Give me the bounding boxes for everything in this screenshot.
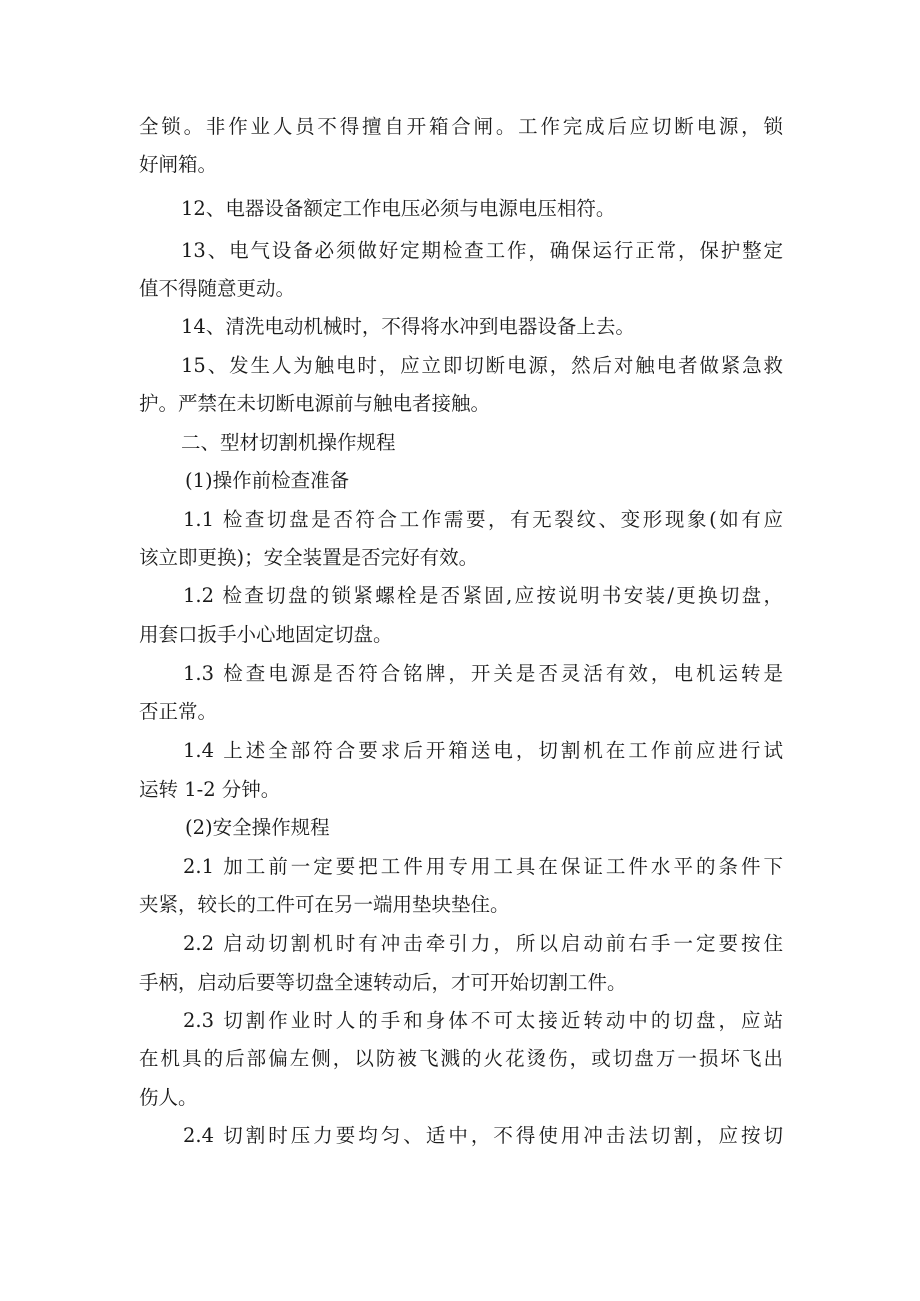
- text-line-23: 手柄，启动后要等切盘全速转动后，才可开始切割工件。: [139, 971, 627, 994]
- text-line-7: 15、发生人为触电时，应立即切断电源，然后对触电者做紧急救: [181, 354, 783, 377]
- text-line-24: 2.3 切割作业时人的手和身体不可太接近转动中的切盘，应站: [183, 1009, 783, 1032]
- subsection-heading-2: (2)安全操作规程: [185, 816, 330, 839]
- text-line-15: 1.3 检查电源是否符合铭牌，开关是否灵活有效，电机运转是: [183, 662, 783, 685]
- text-line-13: 1.2 检查切盘的锁紧螺栓是否紧固,应按说明书安装/更换切盘，: [183, 584, 783, 607]
- text-line-25: 在机具的后部偏左侧，以防被飞溅的火花烫伤，或切盘万一损坏飞出: [139, 1047, 783, 1070]
- text-line-6: 14、清洗电动机械时，不得将水冲到电器设备上去。: [181, 315, 635, 338]
- text-line-8: 护。严禁在未切断电源前与触电者接触。: [139, 392, 491, 415]
- section-heading: 二、型材切割机操作规程: [181, 431, 396, 454]
- text-line-26: 伤人。: [139, 1086, 198, 1109]
- text-line-20: 2.1 加工前一定要把工件用专用工具在保证工件水平的条件下: [183, 855, 783, 878]
- text-line-16: 否正常。: [139, 700, 218, 723]
- text-line-17: 1.4 上述全部符合要求后开箱送电，切割机在工作前应进行试: [183, 739, 783, 762]
- text-line-1: 全锁。非作业人员不得擅自开箱合闸。工作完成后应切断电源，锁: [139, 115, 783, 138]
- text-line-2: 好闸箱。: [139, 153, 218, 176]
- text-line-18: 运转 1-2 分钟。: [139, 778, 281, 801]
- text-line-21: 夹紧，较长的工件可在另一端用垫块垫住。: [139, 893, 510, 916]
- text-line-12: 该立即更换)；安全装置是否完好有效。: [139, 546, 479, 569]
- text-line-4: 13、电气设备必须做好定期检查工作，确保运行正常，保护整定: [181, 239, 783, 262]
- text-line-27: 2.4 切割时压力要均匀、适中，不得使用冲击法切割，应按切: [183, 1124, 783, 1147]
- text-line-3: 12、电器设备额定工作电压必须与电源电压相符。: [181, 197, 616, 220]
- text-line-14: 用套口扳手小心地固定切盘。: [139, 623, 393, 646]
- subsection-heading-1: (1)操作前检查准备: [185, 469, 350, 492]
- text-line-5: 值不得随意更动。: [139, 277, 296, 300]
- text-line-22: 2.2 启动切割机时有冲击牵引力，所以启动前右手一定要按住: [183, 932, 783, 955]
- text-line-11: 1.1 检查切盘是否符合工作需要，有无裂纹、变形现象(如有应: [183, 508, 783, 531]
